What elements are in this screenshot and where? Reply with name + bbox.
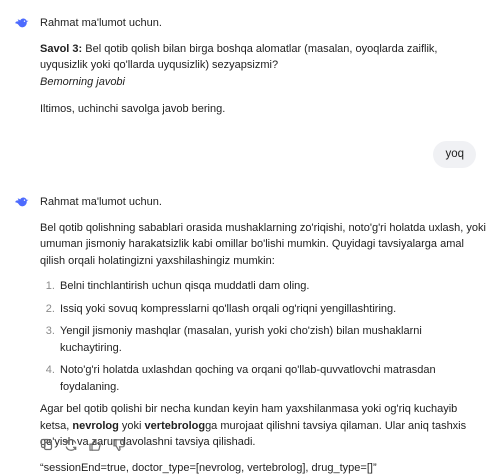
advice-paragraph: Agar bel qotib qolishi bir necha kundan keyin ham yaxshilanmasa yoki og'riq kuchayib ketsa, nevrolog yoki vertebrologga murojaat qilishni tavsiya qilaman. Ular aniq tashxis qo'yish va zarur davolashni tavsiya qilishadi. xyxy=(40,401,486,451)
question-text: Bel qotib qolish bilan birga boshqa alomatlar (masalan, oyoqlarda zaiflik, uyqusizlik yoki qo'llarda uyqusizlik) sezyapsizmi? xyxy=(40,43,437,72)
thumbs-down-icon[interactable] xyxy=(112,438,126,452)
request-text: Iltimos, uchinchi savolga javob bering. xyxy=(40,101,486,118)
greeting-text: Rahmat ma'lumot uchun. xyxy=(40,15,486,32)
list-item: 3. Yengil jismoniy mashqlar (masalan, yurish yoki cho'zish) bilan mushaklarni kuchaytiring. xyxy=(58,323,486,356)
tips-list xyxy=(40,278,486,395)
greeting-text: Rahmat ma'lumot uchun. xyxy=(40,194,486,211)
intro-paragraph: Bel qotib qolishning sabablari orasida mushaklarning zo'riqishi, noto'g'ri holatda uxlash, yoki umuman jismoniy harakatsizlik kabi omillar bo'lishi mumkin. Quyidagi tavsiyalarga amal qilish orqali holatingizni yaxshilashingiz mumkin: xyxy=(40,220,486,270)
session-line: “sessionEnd=true, doctor_type=[nevrolog, vertebrolog], drug_type=[]” xyxy=(40,460,486,476)
assistant-avatar-icon xyxy=(14,15,30,31)
user-message-bubble: yoq xyxy=(433,141,476,168)
list-item: 1. Belni tinchlantirish uchun qisqa muddatli dam oling. xyxy=(58,278,486,295)
thumbs-up-icon[interactable] xyxy=(88,438,102,452)
question-label: Savol 3: xyxy=(40,43,82,55)
question-paragraph xyxy=(40,41,486,74)
copy-icon[interactable] xyxy=(40,438,54,452)
list-item: 2. Issiq yoki sovuq kompresslarni qo'llash orqali og'riqni yengillashtiring. xyxy=(58,301,486,318)
assistant-avatar-icon xyxy=(14,194,30,210)
answer-hint: Bemorning javobi xyxy=(40,74,486,91)
regenerate-icon[interactable] xyxy=(64,438,78,452)
list-item: 4. Noto'g'ri holatda uxlashdan qoching va orqani qo'llab-quvvatlovchi matrasdan foydalaning. xyxy=(58,362,486,395)
message-actions xyxy=(40,438,126,452)
